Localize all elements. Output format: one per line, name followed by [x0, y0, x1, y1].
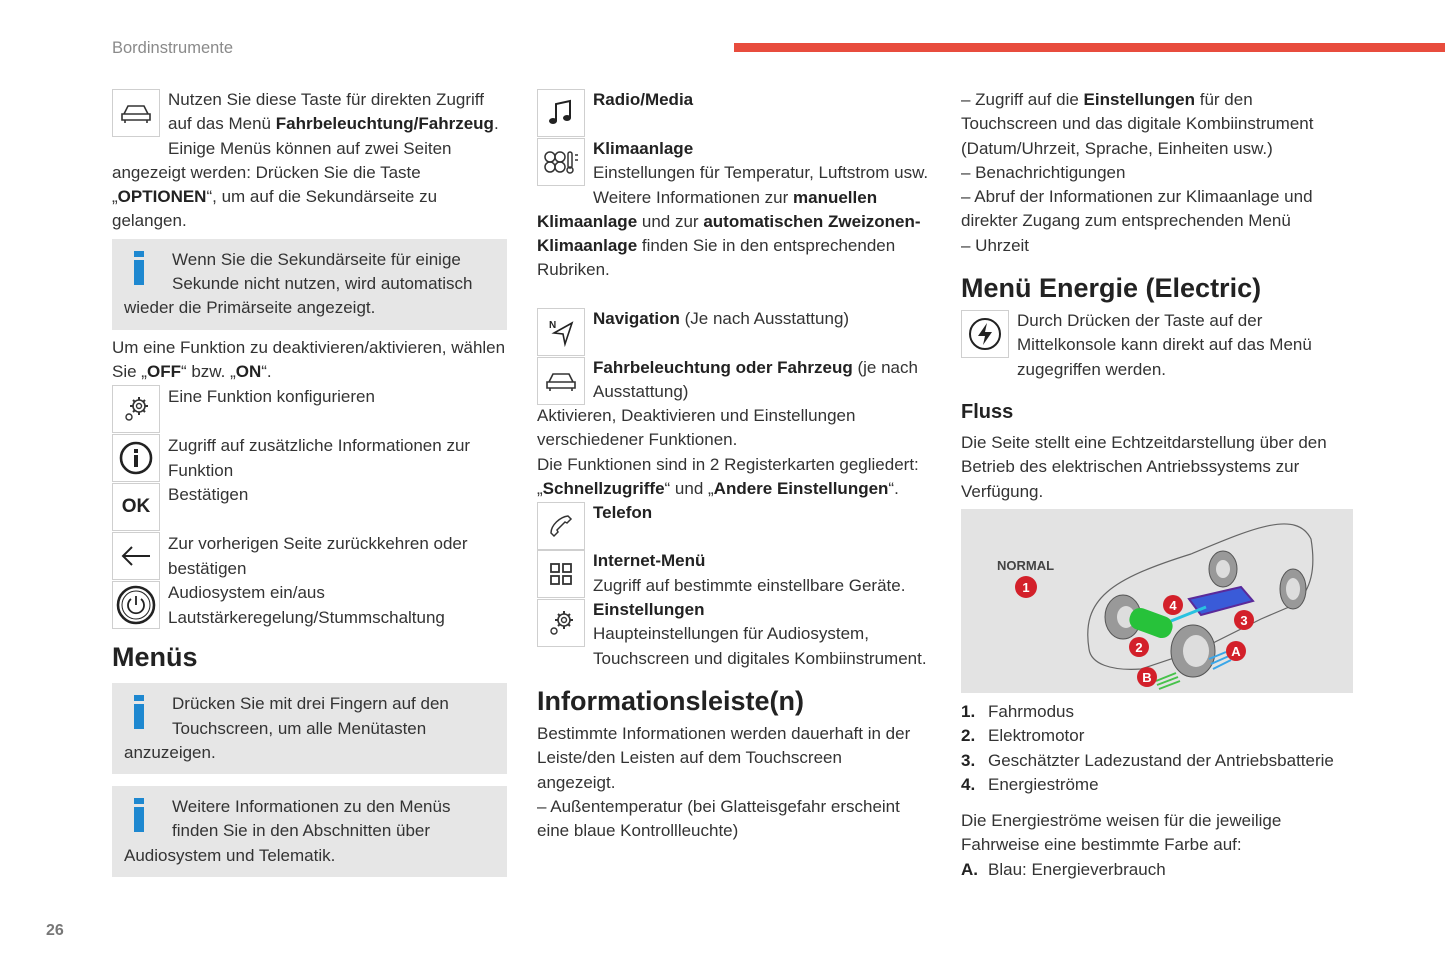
configure-text: Eine Funktion konfigurieren — [168, 387, 375, 407]
legend-item — [961, 773, 1361, 797]
bold-text-run: Fahrbeleuchtung/Fahrzeug — [275, 114, 494, 134]
text-run: “. — [888, 478, 899, 498]
configure-row — [112, 385, 507, 434]
energy-text: Durch Drücken der Taste auf der Mittelkonsole kann direkt auf das Menü zugegriffen werden. — [1017, 311, 1312, 379]
settings-block — [537, 598, 932, 671]
left-column — [112, 88, 507, 877]
climate-title: Klimaanlage — [593, 139, 694, 158]
text-run: “ und „ — [664, 478, 714, 498]
text-run: Die Funktionen sind in 2 Registerkarten gegliedert: „ — [537, 454, 919, 498]
navigation-compass-icon — [537, 308, 585, 356]
text-run: Nutzen Sie diese Taste für direkten Zugriff auf das Menü — [168, 90, 484, 134]
settings-text: Haupteinstellungen für Audiosystem, Touchscreen und digitales Kombiinstrument. — [593, 624, 927, 668]
colors-text: Die Energieströme weisen für die jeweilige Fahrweise eine bestimmte Farbe auf: — [961, 811, 1282, 855]
color-list — [961, 858, 1166, 882]
settings-list — [961, 88, 1341, 258]
text-run: Weitere Informationen zur — [593, 187, 793, 207]
badge-1: 1 — [1022, 580, 1030, 595]
color-letter: A. — [961, 860, 978, 879]
text-run: (Je nach Ausstattung) — [679, 309, 850, 328]
list-item: – Uhrzeit — [961, 235, 1030, 255]
list-item: – Benachrichtigungen — [961, 162, 1126, 182]
text-run: und zur — [637, 211, 704, 231]
text-run: “ bzw. „ — [180, 361, 236, 381]
bold-text-run: Schnellzugriffe — [542, 478, 665, 498]
drive-mode-label: NORMAL — [997, 558, 1055, 573]
text-run: finden Sie in den entsprechenden Rubriken. — [537, 236, 896, 280]
legend-number: 2. — [961, 726, 976, 746]
intro-text — [112, 88, 507, 234]
tabs-description — [537, 453, 932, 502]
ok-label: OK — [121, 496, 151, 518]
toggle-text — [112, 336, 507, 385]
info-note-secondary-page — [112, 239, 507, 330]
text-run: für den Touchscreen und das digitale Kombiinstrument (Datum/Uhrzeit, Sprache, Einheiten usw.) — [961, 90, 1314, 158]
section-title: Bordinstrumente — [112, 39, 234, 57]
vehicle-details — [537, 404, 932, 501]
legend-text: Elektromotor — [988, 726, 1085, 746]
audio-row — [112, 581, 507, 630]
climate-text: Einstellungen für Temperatur, Luftstrom usw. — [593, 163, 929, 183]
bold-text-run: OFF — [146, 361, 181, 381]
bold-text-run: automatischen Zweizonen-Klimaanlage — [537, 211, 921, 256]
badge-a: A — [1231, 644, 1241, 659]
menus-heading: Menüs — [112, 642, 198, 673]
info-note-text: Weitere Informationen zu den Menüs finden Sie in den Abschnitten über Audiosystem und Telematik. — [124, 797, 451, 865]
energy-flow-diagram — [961, 509, 1353, 693]
legend-text: Geschätzter Ladezustand der Antriebsbatterie — [988, 750, 1334, 770]
back-row — [112, 532, 507, 581]
infobar-text: Bestimmte Informationen werden dauerhaft in der Leiste/den Leisten auf dem Touchscreen angezeigt. — [537, 724, 911, 792]
settings-gear-icon — [537, 599, 585, 647]
infobar-block — [537, 722, 922, 843]
diagram-legend — [961, 700, 1361, 797]
navigation-text — [593, 307, 849, 331]
legend-item — [961, 749, 1361, 773]
badge-2: 2 — [1135, 640, 1143, 655]
page-number: 26 — [46, 922, 64, 939]
legend-text: Energieströme — [988, 774, 1099, 794]
bold-text-run: Navigation — [593, 309, 680, 328]
bold-text-run: Andere Einstellungen — [713, 478, 889, 498]
badge-4: 4 — [1169, 598, 1177, 613]
fan-temperature-icon — [537, 138, 585, 186]
climate-more-text — [537, 186, 932, 283]
intro-block — [112, 88, 507, 234]
more-info-text: Zugriff auf zusätzliche Informationen zur Funktion — [168, 436, 471, 480]
gear-icon — [112, 385, 160, 433]
badge-3: 3 — [1240, 613, 1248, 628]
infobar-item: – Außentemperatur (bei Glatteisgefahr erscheint eine blaue Kontrollleuchte) — [537, 796, 900, 841]
grid-apps-icon — [537, 550, 585, 598]
infobar-heading: Informationsleiste(n) — [537, 686, 805, 716]
legend-number: 3. — [961, 750, 976, 770]
radio-media-label: Radio/Media — [593, 90, 694, 109]
lightning-icon — [961, 310, 1009, 358]
text-run: (je nach Ausstattung) — [593, 358, 918, 402]
music-note-icon — [537, 89, 585, 137]
internet-title: Internet-Menü — [593, 551, 706, 570]
legend-item — [961, 700, 1361, 724]
text-run: Um eine Funktion zu deaktivieren/aktivieren, wählen Sie „ — [112, 337, 506, 381]
info-icon — [134, 798, 144, 832]
info-note-three-fingers — [112, 683, 507, 774]
energy-block — [961, 309, 1346, 382]
flow-heading: Fluss — [961, 401, 1014, 423]
energy-heading: Menü Energie (Electric) — [961, 273, 1262, 303]
flow-text: Die Seite stellt eine Echtzeitdarstellung über den Betrieb des elektrischen Antriebssystems zur Verfügung. — [961, 433, 1327, 501]
info-circle-icon — [112, 434, 160, 482]
text-run: “, um auf die Sekundärseite zu gelangen. — [112, 187, 438, 231]
vehicle-button-icon — [112, 89, 160, 137]
legend-item — [961, 724, 1361, 748]
confirm-text: Bestätigen — [168, 485, 249, 505]
confirm-row — [112, 483, 507, 532]
bold-text-run: OPTIONEN — [117, 187, 207, 207]
info-note-text: Wenn Sie die Sekundärseite für einige Sekunde nicht nutzen, wird automatisch wieder die Primärseite angezeigt. — [124, 249, 473, 318]
info-note-more-menus — [112, 786, 507, 877]
power-icon — [112, 581, 160, 629]
legend-number: 1. — [961, 702, 976, 721]
more-info-row — [112, 434, 507, 483]
vehicle-text — [593, 356, 933, 405]
settings-title: Einstellungen — [593, 600, 705, 619]
climate-block — [537, 137, 932, 283]
vehicle-icon — [537, 357, 585, 405]
bold-text-run: Fahrbeleuchtung oder Fahrzeug — [593, 358, 853, 377]
text-run: . Einige Menüs können auf zwei Seiten angezeigt werden: Drücken Sie die Taste „ — [112, 114, 499, 207]
phone-icon — [537, 502, 585, 550]
bold-text-run: Einstellungen — [1083, 90, 1196, 109]
list-item: – Abruf der Informationen zur Klimaanlage und direkter Zugang zum entsprechenden Menü — [961, 187, 1313, 231]
back-text: Zur vorherigen Seite zurückkehren oder bestätigen — [168, 534, 468, 578]
info-icon — [134, 251, 144, 285]
header-accent-bar — [734, 43, 1445, 52]
audio-text: Audiosystem ein/aus Lautstärkeregelung/Stummschaltung — [168, 583, 445, 627]
svg-text:N: N — [549, 320, 557, 331]
info-note-text: Drücken Sie mit drei Fingern auf den Touchscreen, um alle Menütasten anzuzeigen. — [124, 694, 449, 762]
color-text: Blau: Energieverbrauch — [988, 860, 1166, 879]
text-run: “. — [261, 361, 272, 381]
bold-text-run: manuellen Klimaanlage — [537, 187, 878, 231]
legend-number: 4. — [961, 774, 976, 794]
bold-text-run: ON — [235, 361, 262, 381]
legend-text: Fahrmodus — [988, 702, 1074, 721]
text-run: – Zugriff auf die — [961, 90, 1084, 109]
list-item — [961, 88, 1341, 161]
phone-label: Telefon — [593, 503, 653, 522]
badge-b: B — [1142, 670, 1152, 685]
back-arrow-icon — [112, 532, 160, 580]
internet-text: Zugriff auf bestimmte einstellbare Geräte. — [593, 576, 906, 595]
color-item — [961, 858, 1166, 882]
ok-button-icon — [112, 483, 160, 531]
info-icon — [134, 695, 144, 729]
vehicle-description: Aktivieren, Deaktivieren und Einstellungen verschiedener Funktionen. — [537, 406, 856, 450]
